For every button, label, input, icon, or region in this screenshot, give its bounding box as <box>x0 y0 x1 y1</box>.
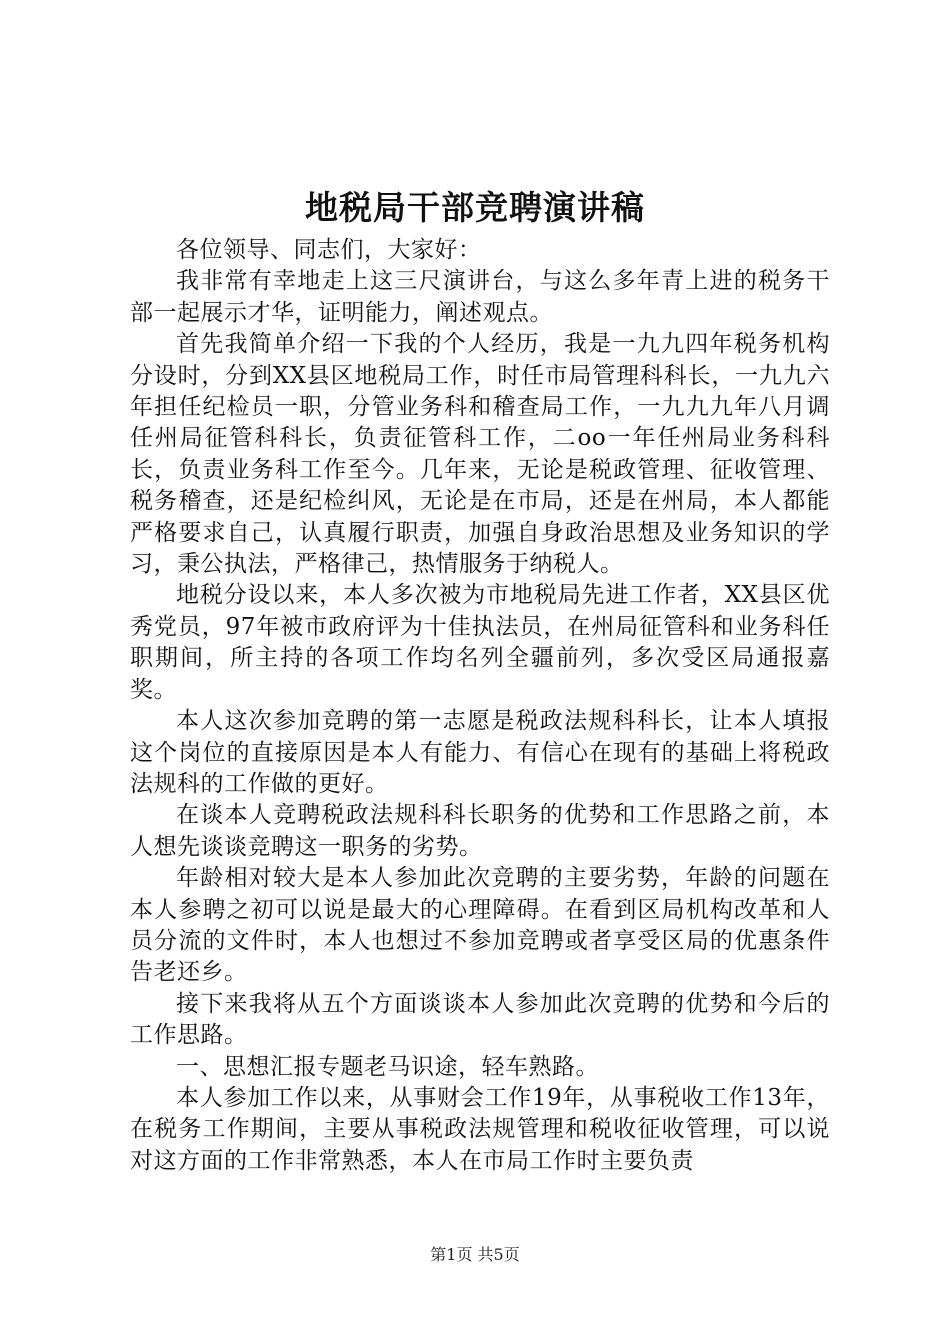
paragraph-first-choice: 本人这次参加竞聘的第一志愿是税政法规科科长，让本人填报这个岗位的直接原因是本人有能力、有信心在现有的基础上将税政法规科的工作做的更好。 <box>130 708 830 797</box>
page-number-footer: 第1页 共5页 <box>430 1245 520 1264</box>
paragraph-intro: 我非常有幸地走上这三尺演讲台，与这么多年青上进的税务干部一起展示才华，证明能力，阐述观点。 <box>130 268 830 326</box>
paragraph-work-history: 本人参加工作以来，从事财会工作19年，从事税收工作13年，在税务工作期间，主要从事税政法规管理和税收征收管理，可以说对这方面的工作非常熟悉，本人在市局工作时主要负责 <box>130 1084 830 1174</box>
paragraph-experience: 首先我简单介绍一下我的个人经历，我是一九九四年税务机构分设时，分到XX县区地税局工作，时任市局管理科科长，一九九六年担任纪检员一职，分管业务科和稽查局工作，一九九九年八月调任州局征管科科长，负责征管科工作，二oo一年任州局业务科科长，负责业务科工作至今。几年来，无论是税政管理、征收管理、税务稽查，还是纪检纠风，无论是在市局，还是在州局，本人都能严格要求自己，认真履行职责，加强自身政治思想及业务知识的学习，秉公执法，严格律己，热情服务于纳税人。 <box>130 331 830 578</box>
paragraph-honors: 地税分设以来，本人多次被为市地税局先进工作者，XX县区优秀党员，97年被市政府评为十佳执法员，在州局征管科和业务科任职期间，所主持的各项工作均名列全疆前列，多次受区局通报嘉奖。 <box>130 582 830 703</box>
paragraph-section-one-heading: 一、思想汇报专题老马识途，轻车熟路。 <box>176 1053 599 1080</box>
paragraph-disadvantage: 年龄相对较大是本人参加此次竞聘的主要劣势，年龄的问题在本人参聘之初可以说是最大的心理障碍。在看到区局机构改革和人员分流的文件时，本人也想过不参加竞聘或者享受区局的优惠条件告老还乡。 <box>130 865 830 986</box>
paragraph-five-aspects: 接下来我将从五个方面谈谈本人参加此次竞聘的优势和今后的工作思路。 <box>130 990 830 1049</box>
paragraph-transition: 在谈本人竞聘税政法规科科长职务的优势和工作思路之前，本人想先谈谈竞聘这一职务的劣势。 <box>130 802 830 860</box>
paragraph-greeting: 各位领导、同志们，大家好： <box>176 237 482 263</box>
document-body <box>130 235 830 1177</box>
page-title: 地税局干部竞聘演讲稿 <box>305 188 645 227</box>
